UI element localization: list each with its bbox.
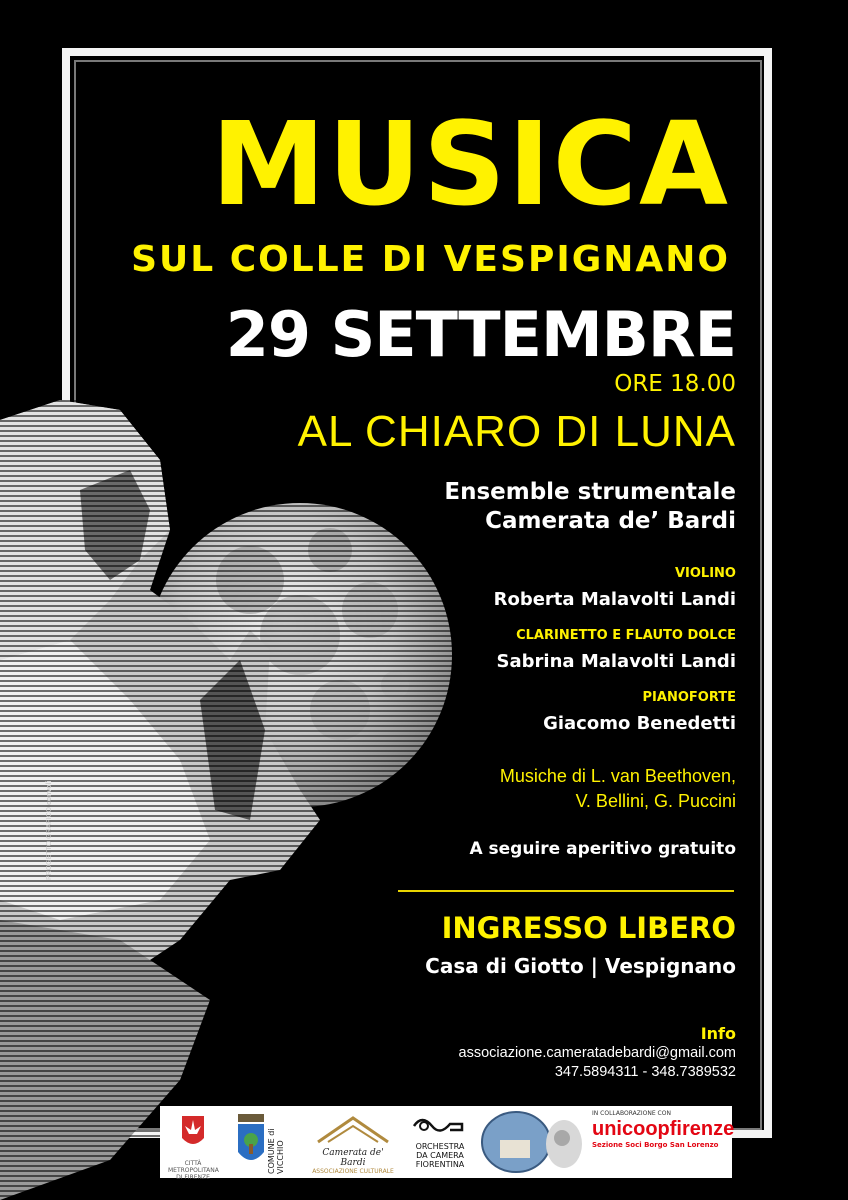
performer-name: Roberta Malavolti Landi [493, 588, 736, 610]
program-line2: V. Bellini, G. Puccini [575, 791, 736, 812]
performer-name: Giacomo Benedetti [543, 712, 736, 734]
performer-2 [497, 628, 736, 673]
orchestra-logo-icon [410, 1114, 470, 1138]
statue-image [0, 400, 460, 1200]
orchestra-logo [410, 1114, 470, 1170]
info-email[interactable]: associazione.cameratadebardi@gmail.com [458, 1045, 736, 1061]
metro-firenze-logo [168, 1112, 218, 1181]
orchestra-line3: FIORENTINA [415, 1160, 465, 1170]
program-line1: Musiche di L. van Beethoven, [499, 766, 736, 786]
poster-subtitle: SUL COLLE DI VESPIGNANO [131, 239, 730, 280]
entry-label: INGRESSO LIBERO [441, 911, 736, 945]
camerata-sub: ASSOCIAZIONE CULTURALE [312, 1168, 394, 1175]
camerata-logo-icon [310, 1114, 396, 1144]
coop-firenze: firenze [669, 1118, 735, 1140]
unicoop-firenze-logo [592, 1110, 735, 1149]
aperitivo-note: A seguire aperitivo gratuito [469, 839, 736, 859]
metro-line1: CITTÀ METROPOLITANA [168, 1160, 219, 1174]
event-date: 29 SETTEMBRE [225, 298, 736, 371]
comune-place: di VICCHIO [267, 1128, 285, 1174]
medallion-logo [480, 1110, 584, 1178]
orchestra-line2: DA CAMERA [416, 1151, 464, 1161]
ensemble-block [444, 478, 736, 537]
event-time: ORE 18.00 [614, 371, 736, 397]
vicchio-crest-icon [236, 1112, 266, 1170]
comune-vicchio-logo [236, 1112, 296, 1174]
event-theme: AL CHIARO DI LUNA [297, 407, 736, 456]
moon-statue-artwork [0, 400, 460, 1200]
coop-uni: unicoop [592, 1118, 670, 1140]
florence-lily-icon [168, 1112, 218, 1156]
info-block [459, 1044, 736, 1082]
camerata-name: Camerata de' Bardi [322, 1148, 384, 1168]
coop-collab-label: IN COLLABORAZIONE CON [592, 1110, 671, 1117]
orchestra-line1: ORCHESTRA [415, 1142, 465, 1151]
credit-prefix: PROGETTO GRAFICO [46, 807, 53, 880]
divider-line [398, 890, 734, 892]
performer-3 [543, 690, 736, 735]
medallion-logo-icon [480, 1110, 584, 1174]
poster-title: MUSICA [211, 98, 730, 232]
info-label: Info [700, 1024, 736, 1043]
performer-instrument: VIOLINO [674, 566, 736, 581]
performer-name: Sabrina Malavolti Landi [496, 650, 736, 672]
info-phones: 347.5894311 - 348.7389532 [554, 1063, 736, 1080]
coop-section: Sezione Soci Borgo San Lorenzo [592, 1141, 719, 1149]
ensemble-line1: Ensemble strumentale [444, 479, 736, 505]
entry-venue: Casa di Giotto | Vespignano [425, 954, 736, 978]
design-credit [46, 781, 53, 880]
performer-instrument: CLARINETTO E FLAUTO DOLCE [516, 628, 736, 643]
ensemble-line2: Camerata de’ Bardi [485, 508, 736, 535]
metro-line2: DI FIRENZE [176, 1174, 210, 1181]
camerata-logo [310, 1114, 396, 1175]
comune-word: COMUNE [267, 1138, 276, 1174]
performer-1 [494, 566, 736, 611]
performer-instrument: PIANOFORTE [642, 690, 736, 705]
credit-name: convoli [46, 780, 53, 806]
program-block [500, 764, 736, 814]
sponsor-logos-strip [160, 1106, 735, 1181]
